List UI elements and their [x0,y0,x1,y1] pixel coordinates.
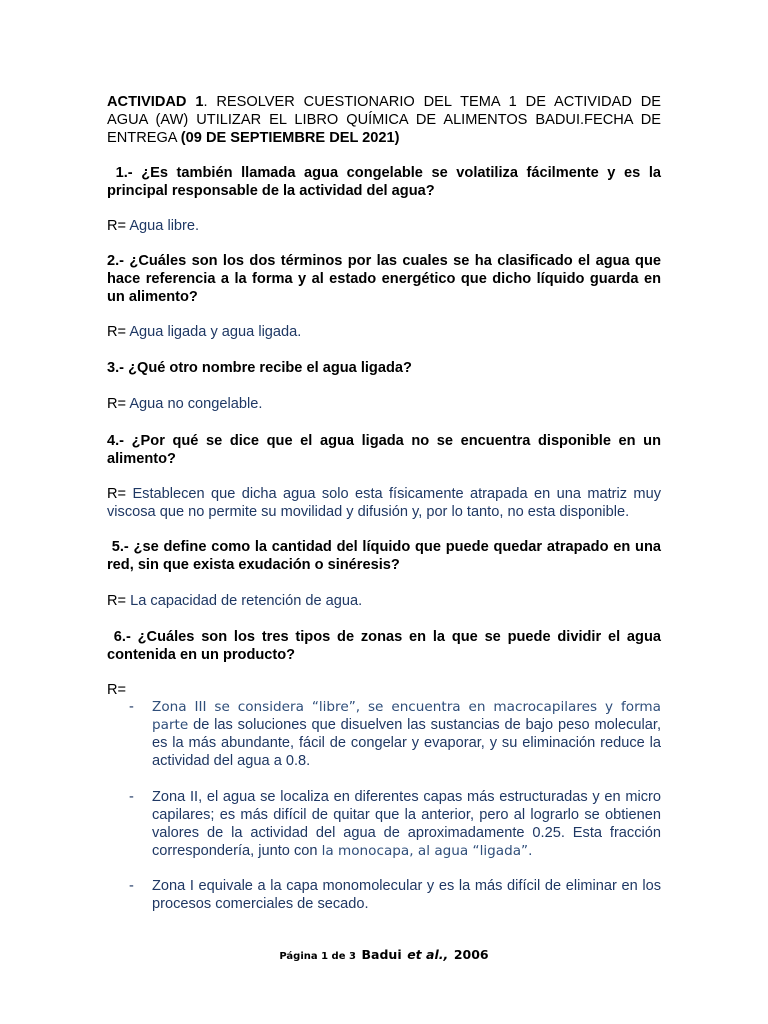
question-4: 4.- ¿Por qué se dice que el agua ligada no se encuentra disponible en un alimento? [107,433,661,467]
bullet-dash: - [129,699,134,715]
zone-ii-item [107,788,661,860]
zone-iii-item [107,698,661,770]
answer-3: R= Agua no congelable. [107,396,263,412]
question-6: 6.- ¿Cuáles son los tres tipos de zonas en la que se puede dividir el agua contenida en un producto? [107,629,661,663]
answer-5: R= La capacidad de retención de agua. [107,593,363,609]
answer-2: R= Agua ligada y agua ligada. [107,324,302,340]
answer-1: R= Agua libre. [107,218,200,234]
citation-et-al: et al., [407,947,449,962]
question-1: 1.- ¿Es también llamada agua congelable se volatiliza fácilmente y es la principal responsable de la actividad del agua? [107,165,661,199]
citation-author: Badui [361,947,402,962]
bullet-dash: - [129,789,134,805]
question-5: 5.- ¿se define como la cantidad del líquido que puede quedar atrapado en una red, sin que exista exudación o sinéresis? [107,539,661,573]
zone-ii-text: Zona II, el agua se localiza en diferentes capas más estructuradas y en micro capilares; es más difícil de quitar que la anterior, pero al lograrlo se obtienen valores de la actividad del agua de aproximadamente 0.25. Esta fracción correspondería, junto con la monocapa, al agua “ligada”. [152,789,661,859]
zone-i-text: Zona I equivale a la capa monomolecular y es la más difícil de eliminar en los procesos comerciales de secado. [152,878,661,912]
activity-heading [107,93,661,147]
page-footer [0,944,768,963]
zone-iii-text: Zona III se considera “libre”, se encuentra en macrocapilares y forma parte de las soluciones que disuelven las sustancias de bajo peso molecular, es la más abundante, fácil de congelar y evaporar, y su eliminación reduce la actividad del agua a 0.8. [152,699,661,769]
zone-i-item [107,877,661,913]
citation-year: 2006 [453,947,489,962]
activity-label: ACTIVIDAD 1 [107,94,204,110]
answer-6-label: R= [107,682,127,698]
question-3: 3.- ¿Qué otro nombre recibe el agua ligada? [107,360,412,376]
bullet-dash: - [129,878,134,894]
activity-instructions: . RESOLVER CUESTIONARIO DEL TEMA 1 DE ACTIVIDAD DE AGUA (AW) UTILIZAR EL LIBRO QUÍMICA DE ALIMENTOS BADUI.FECHA DE ENTREGA [107,94,662,146]
due-date: (09 DE SEPTIEMBRE DEL 2021) [180,130,400,146]
answer-4: R= Establecen que dicha agua solo esta físicamente atrapada en una matriz muy viscosa que no permite su movilidad y difusión y, por lo tanto, no esta disponible. [107,486,661,520]
page-number: Página 1 de 3 [279,951,356,962]
question-2: 2.- ¿Cuáles son los dos términos por las cuales se ha clasificado el agua que hace referencia a la forma y al estado energético que dicho líquido guarda en un alimento? [107,253,661,305]
